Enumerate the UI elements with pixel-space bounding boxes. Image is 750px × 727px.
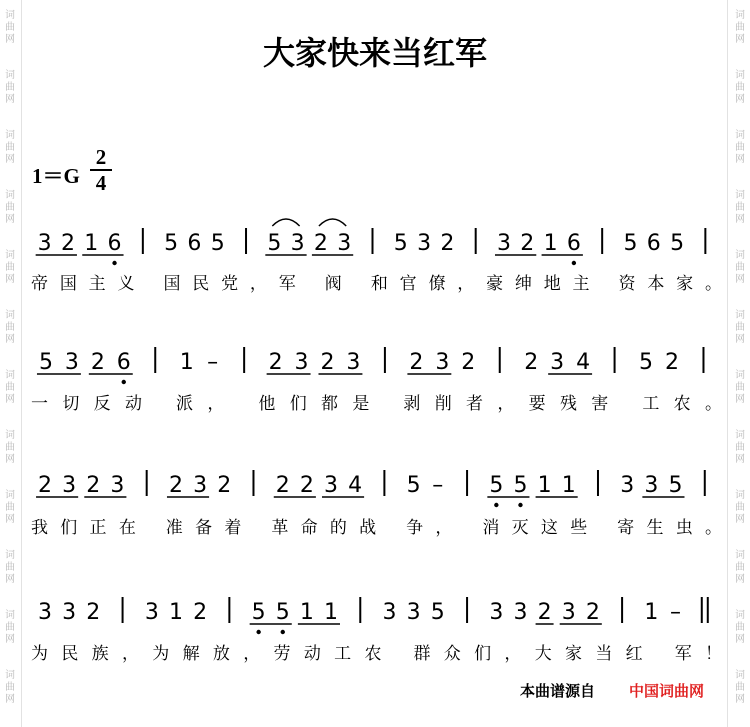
note: 3 [489, 600, 504, 625]
octave-dot-below [281, 630, 285, 634]
note: 3 [620, 473, 635, 498]
note: 5 [430, 600, 445, 625]
note: – [669, 600, 681, 625]
source-label: 本曲谱源自 [520, 682, 596, 700]
note: 3 [406, 600, 421, 625]
note: 3 [290, 231, 305, 256]
note: – [432, 473, 444, 498]
note: 3 [346, 350, 361, 375]
note: 6 [107, 231, 122, 256]
watermark-text: 词 曲 网 [5, 130, 15, 165]
note: 1 [561, 473, 576, 498]
octave-dot-below [572, 261, 576, 265]
note: 1 [168, 600, 183, 625]
note: 5 [275, 600, 290, 625]
note: 2 [461, 350, 476, 375]
lyrics-line: 帝国主义 国民党，军 阀 和官僚，豪绅地主 资本家。 [31, 274, 722, 294]
watermark-text: 词 曲 网 [735, 610, 745, 645]
note: 5 [210, 231, 225, 256]
time-signature-bottom: 4 [95, 171, 107, 195]
note: 4 [348, 473, 363, 498]
note: 2 [193, 600, 208, 625]
note: 2 [86, 473, 101, 498]
watermark-text: 词 曲 网 [735, 190, 745, 225]
song-title: 大家快来当红军 [262, 34, 487, 72]
note: 6 [116, 350, 131, 375]
note: 5 [38, 350, 53, 375]
note: 3 [64, 350, 79, 375]
note: 5 [668, 473, 683, 498]
octave-dot-below [122, 380, 126, 384]
note: 6 [187, 231, 202, 256]
note: 3 [513, 600, 528, 625]
note: 5 [393, 231, 408, 256]
watermark-text: 词 曲 网 [5, 610, 15, 645]
note: 5 [164, 231, 179, 256]
watermark-text: 词 曲 网 [735, 10, 745, 45]
lyrics-line: 我们正在 准备着 革命的战 争， 消灭这些 寄生虫。 [31, 518, 722, 538]
octave-dot-below [112, 261, 116, 265]
note: 2 [585, 600, 600, 625]
note: 2 [524, 350, 539, 375]
note: 3 [496, 231, 511, 256]
watermark-text: 词 曲 网 [735, 370, 745, 405]
note: 5 [406, 473, 421, 498]
watermark-text: 词 曲 网 [5, 190, 15, 225]
note: 2 [275, 473, 290, 498]
note: 2 [217, 473, 232, 498]
time-signature-top: 2 [95, 145, 107, 169]
watermark-text: 词 曲 网 [735, 670, 745, 705]
note: 2 [320, 350, 335, 375]
watermark-text: 词 曲 网 [5, 370, 15, 405]
note: 2 [520, 231, 535, 256]
note: 2 [38, 473, 53, 498]
note: 3 [62, 473, 77, 498]
note: 3 [417, 231, 432, 256]
note: 3 [62, 600, 77, 625]
watermark-text: 词 曲 网 [5, 670, 15, 705]
octave-dot-below [256, 630, 260, 634]
note: 3 [294, 350, 309, 375]
note: 1 [179, 350, 194, 375]
watermark-text: 词 曲 网 [735, 490, 745, 525]
watermark-text: 词 曲 网 [735, 550, 745, 585]
note: 1 [537, 473, 552, 498]
note: 2 [86, 600, 101, 625]
note: – [207, 350, 219, 375]
note: 1 [644, 600, 659, 625]
watermark-text: 词 曲 网 [735, 250, 745, 285]
watermark-text: 词 曲 网 [5, 70, 15, 105]
note: 2 [409, 350, 424, 375]
note: 5 [513, 473, 528, 498]
note: 2 [90, 350, 105, 375]
note: 1 [323, 600, 338, 625]
note: 5 [489, 473, 504, 498]
watermark-text: 词 曲 网 [5, 310, 15, 345]
note: 3 [37, 231, 52, 256]
note: 3 [193, 473, 208, 498]
note: 1 [543, 231, 558, 256]
note: 2 [440, 231, 455, 256]
tie-slur [319, 219, 346, 226]
watermark-text: 词 曲 网 [735, 70, 745, 105]
watermark-text: 词 曲 网 [5, 10, 15, 45]
octave-dot-below [494, 503, 498, 507]
note: 3 [323, 473, 338, 498]
note: 2 [299, 473, 314, 498]
lyrics-line: 为民族，为解放，劳动工农 群众们，大家当红 军！ [31, 644, 722, 664]
note: 3 [550, 350, 565, 375]
key-signature: 1＝G [32, 164, 80, 188]
note: 1 [299, 600, 314, 625]
watermark-text: 词 曲 网 [5, 430, 15, 465]
note: 6 [646, 231, 661, 256]
note: 3 [382, 600, 397, 625]
note: 5 [251, 600, 266, 625]
note: 5 [623, 231, 638, 256]
note: 2 [537, 600, 552, 625]
note: 4 [576, 350, 591, 375]
note: 2 [664, 350, 679, 375]
watermark-text: 词 曲 网 [5, 490, 15, 525]
note: 2 [268, 350, 283, 375]
watermark-text: 词 曲 网 [5, 250, 15, 285]
note: 3 [144, 600, 159, 625]
note: 3 [435, 350, 450, 375]
lyrics-line: 一切反动 派， 他们都是 剥削者，要残害 工农。 [31, 394, 722, 414]
note: 3 [110, 473, 125, 498]
source-site-link[interactable]: 中国词曲网 [629, 682, 705, 700]
watermark-text: 词 曲 网 [735, 430, 745, 465]
watermark-text: 词 曲 网 [735, 310, 745, 345]
note: 6 [566, 231, 581, 256]
note: 3 [561, 600, 576, 625]
watermark-text: 词 曲 网 [735, 130, 745, 165]
note: 2 [313, 231, 328, 256]
tie-slur [272, 219, 299, 226]
note: 3 [337, 231, 352, 256]
note: 5 [267, 231, 282, 256]
note: 3 [38, 600, 53, 625]
note: 3 [644, 473, 659, 498]
note: 2 [60, 231, 75, 256]
octave-dot-below [518, 503, 522, 507]
note: 2 [168, 473, 183, 498]
note: 5 [639, 350, 654, 375]
note: 5 [670, 231, 685, 256]
note: 1 [84, 231, 99, 256]
watermark-text: 词 曲 网 [5, 550, 15, 585]
